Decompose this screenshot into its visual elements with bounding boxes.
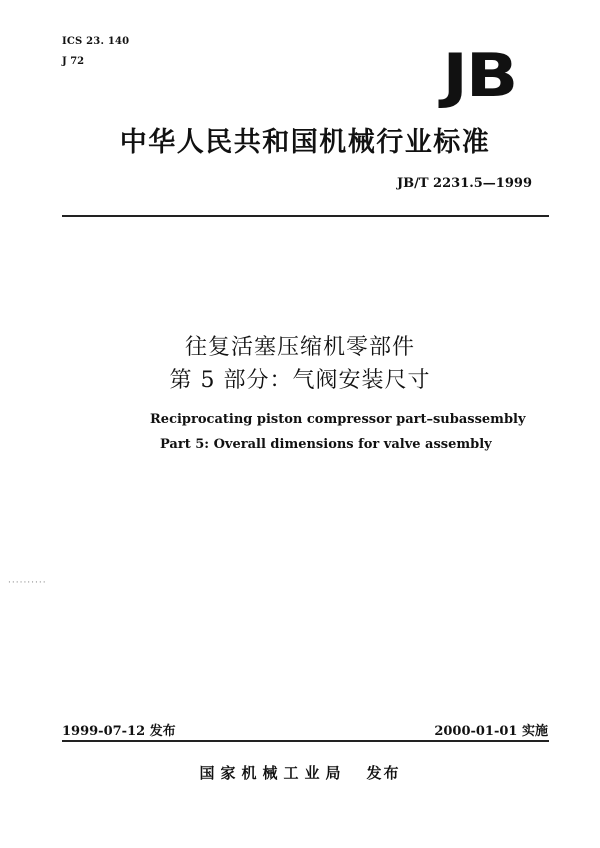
publisher-line — [0, 762, 600, 783]
bottom-divider — [62, 740, 549, 742]
english-title-line-2: Part 5: Overall dimensions for valve assembly — [160, 437, 492, 452]
chinese-title-line-2: 第 5 部分：气阀安装尺寸 — [169, 368, 431, 393]
ics-code: ICS 23. 140 — [62, 36, 130, 47]
standard-title: 中华人民共和国机械行业标准 — [119, 127, 491, 158]
margin-marks: ·········· — [8, 578, 47, 588]
jb-logo: JB — [442, 41, 516, 111]
issue-date: 1999-07-12 发布 — [62, 724, 176, 739]
publisher-issued: 发布 — [366, 764, 401, 782]
standard-number: JB/T 2231.5—1999 — [396, 176, 532, 191]
english-title-line-1: Reciprocating piston compressor part–subassembly — [150, 412, 526, 427]
publisher-name: 国家机械工业局 — [199, 764, 347, 782]
implementation-date: 2000-01-01 实施 — [434, 724, 548, 739]
ccs-code: J 72 — [62, 56, 85, 67]
top-divider — [62, 215, 549, 217]
chinese-title-line-1: 往复活塞压缩机零部件 — [184, 335, 415, 360]
